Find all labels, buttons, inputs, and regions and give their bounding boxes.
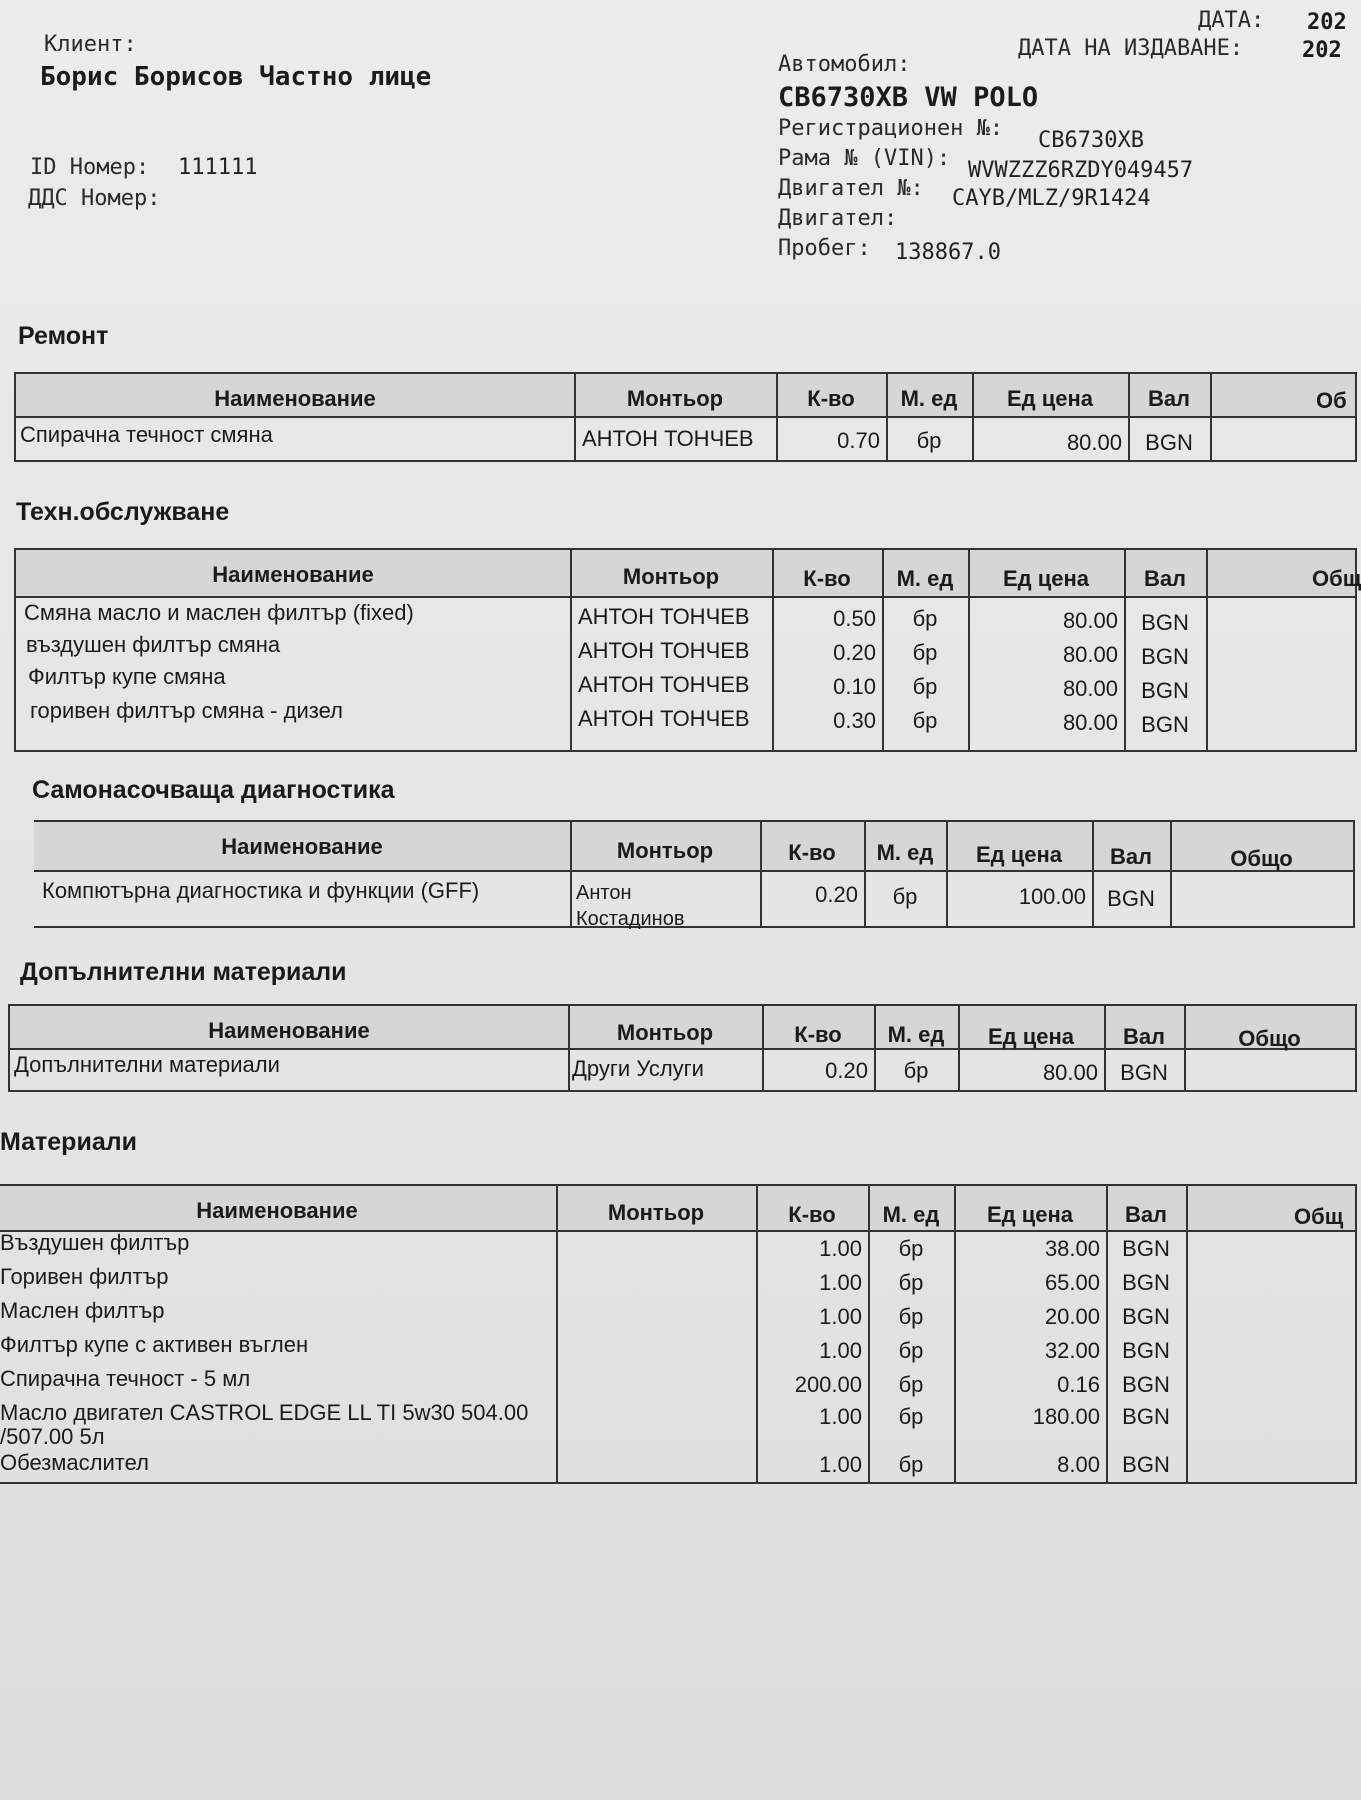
header-unit: М. ед: [900, 386, 958, 411]
item-price: 80.00: [1066, 430, 1122, 455]
header-qty: К-во: [794, 1022, 842, 1047]
item-unit: бр: [892, 884, 918, 909]
item-name: Масло двигател CASTROL EDGE LL TI 5w30 504.00: [0, 1400, 529, 1425]
item-price: 80.00: [1062, 642, 1118, 667]
item-currency: BGN: [1122, 1404, 1170, 1429]
engine-no-label: Двигател №:: [778, 176, 924, 201]
item-name: Въздушен филтър: [0, 1230, 190, 1255]
header-name: Наименование: [214, 386, 376, 411]
item-name: Смяна масло и маслен филтър (fixed): [24, 600, 414, 625]
item-price: 80.00: [1042, 1060, 1098, 1085]
item-currency: BGN: [1122, 1452, 1170, 1477]
item-name-continued: /507.00 5л: [0, 1424, 105, 1449]
header-total: Об: [1316, 388, 1347, 413]
item-mechanic: АНТОН ТОНЧЕВ: [578, 672, 750, 697]
item-currency: BGN: [1122, 1304, 1170, 1329]
item-unit: бр: [916, 428, 942, 453]
item-qty: 0.20: [825, 1058, 868, 1083]
header-qty: К-во: [803, 566, 851, 591]
materials-title: Материали: [0, 1128, 137, 1156]
item-currency: BGN: [1145, 430, 1193, 455]
diagnostics-table: [34, 820, 1355, 928]
mileage-value: 138867.0: [895, 240, 1001, 265]
mileage-label: Пробег:: [778, 236, 871, 261]
header-unit: М. ед: [896, 566, 954, 591]
item-price: 65.00: [1044, 1270, 1100, 1295]
item-unit: бр: [903, 1058, 929, 1083]
item-name: Горивен филтър: [0, 1264, 169, 1289]
item-currency: BGN: [1141, 610, 1189, 635]
item-unit: бр: [912, 606, 938, 631]
item-unit: бр: [898, 1404, 924, 1429]
vehicle-label: Автомобил:: [778, 52, 911, 77]
item-mechanic: Други Услуги: [572, 1056, 704, 1081]
item-unit: бр: [898, 1236, 924, 1261]
item-qty: 1.00: [819, 1270, 862, 1295]
item-mechanic: АНТОН ТОНЧЕВ: [582, 426, 754, 451]
item-name: Спирачна течност смяна: [20, 422, 273, 447]
materials-table: [0, 1184, 1357, 1484]
item-price: 0.16: [1057, 1372, 1100, 1397]
vin-label: Рама № (VIN):: [778, 146, 951, 171]
item-mechanic: АНТОН ТОНЧЕВ: [578, 706, 750, 731]
date-value: 202: [1307, 10, 1347, 35]
item-price: 80.00: [1062, 608, 1118, 633]
vin-value: WVWZZZ6RZDY049457: [968, 158, 1194, 183]
item-mechanic: АНТОН ТОНЧЕВ: [578, 638, 750, 663]
item-name: горивен филтър смяна - дизел: [30, 698, 343, 723]
item-qty: 1.00: [819, 1304, 862, 1329]
item-qty: 0.10: [833, 674, 876, 699]
item-name: Маслен филтър: [0, 1298, 165, 1323]
header-price: Ед цена: [1006, 386, 1094, 411]
header-currency: Вал: [1147, 386, 1191, 411]
header-unit: М. ед: [887, 1022, 945, 1047]
client-label: Клиент:: [44, 32, 137, 57]
client-name: Борис Борисов Частно лице: [40, 62, 432, 92]
item-qty: 0.20: [815, 882, 858, 907]
header-qty: К-во: [807, 386, 855, 411]
item-unit: бр: [912, 640, 938, 665]
item-currency: BGN: [1141, 644, 1189, 669]
header-currency: Вал: [1124, 1202, 1168, 1227]
header-mechanic: Монтьор: [607, 1200, 705, 1225]
item-qty: 200.00: [794, 1372, 862, 1397]
header-mechanic: Монтьор: [622, 564, 720, 589]
item-price: 80.00: [1062, 676, 1118, 701]
reg-label: Регистрационен №:: [778, 116, 1004, 141]
header-name: Наименование: [208, 1018, 370, 1043]
item-price: 180.00: [1032, 1404, 1100, 1429]
header-mechanic: Монтьор: [616, 1020, 714, 1045]
header-mechanic: Монтьор: [626, 386, 724, 411]
item-currency: BGN: [1120, 1060, 1168, 1085]
item-name: Компютърна диагностика и функции (GFF): [42, 878, 480, 903]
item-price: 32.00: [1044, 1338, 1100, 1363]
engine-no-value: CAYB/MLZ/9R1424: [952, 186, 1151, 211]
item-price: 80.00: [1062, 710, 1118, 735]
header-currency: Вал: [1143, 566, 1187, 591]
item-qty: 1.00: [819, 1236, 862, 1261]
item-unit: бр: [898, 1338, 924, 1363]
item-qty: 0.20: [833, 640, 876, 665]
item-mechanic: АНТОН ТОНЧЕВ: [578, 604, 750, 629]
engine-label: Двигател:: [778, 206, 898, 231]
item-price: 100.00: [1018, 884, 1086, 909]
header-price: Ед цена: [1002, 566, 1090, 591]
item-price: 20.00: [1044, 1304, 1100, 1329]
item-qty: 1.00: [819, 1404, 862, 1429]
service-table: [14, 548, 1361, 752]
header-total: Общ: [1294, 1204, 1344, 1229]
header-currency: Вал: [1109, 844, 1153, 869]
item-currency: BGN: [1141, 712, 1189, 737]
header-name: Наименование: [212, 562, 374, 587]
item-unit: бр: [912, 708, 938, 733]
header-mechanic: Монтьор: [616, 838, 714, 863]
item-currency: BGN: [1122, 1338, 1170, 1363]
issue-date-value: 202: [1302, 38, 1342, 63]
diagnostics-title: Самонасочваща диагностика: [32, 776, 395, 804]
header-price: Ед цена: [987, 1024, 1075, 1049]
item-qty: 0.30: [833, 708, 876, 733]
vehicle-title: CB6730XB VW POLO: [778, 82, 1039, 113]
item-unit: бр: [912, 674, 938, 699]
item-price: 38.00: [1044, 1236, 1100, 1261]
header-price: Ед цена: [975, 842, 1063, 867]
header-qty: К-во: [788, 840, 836, 865]
header-name: Наименование: [196, 1198, 358, 1223]
item-currency: BGN: [1141, 678, 1189, 703]
repair-table: [14, 372, 1357, 462]
date-label: ДАТА:: [1198, 8, 1265, 33]
header-total: Общо: [1230, 846, 1293, 871]
item-name: Спирачна течност - 5 мл: [0, 1366, 251, 1391]
item-unit: бр: [898, 1372, 924, 1397]
item-name: Филтър купе с активен въглен: [0, 1332, 309, 1357]
extra-table: [8, 1004, 1357, 1092]
item-mechanic: Антон: [576, 882, 632, 904]
reg-value: CB6730XB: [1038, 128, 1144, 153]
service-title: Техн.обслужване: [16, 498, 230, 526]
vat-label: ДДС Номер:: [28, 186, 161, 211]
item-currency: BGN: [1122, 1372, 1170, 1397]
issue-date-label: ДАТА НА ИЗДАВАНЕ:: [1018, 36, 1244, 61]
item-price: 8.00: [1057, 1452, 1100, 1477]
item-name: Филтър купе смяна: [28, 664, 226, 689]
header-total: Общ: [1312, 566, 1361, 591]
id-value: 111111: [178, 155, 258, 180]
item-unit: бр: [898, 1304, 924, 1329]
item-currency: BGN: [1107, 886, 1155, 911]
id-label: ID Номер:: [30, 155, 150, 180]
item-qty: 0.70: [837, 428, 880, 453]
header-price: Ед цена: [986, 1202, 1074, 1227]
item-name: Обезмаслител: [0, 1450, 149, 1475]
header-total: Общо: [1238, 1026, 1301, 1051]
item-qty: 1.00: [819, 1338, 862, 1363]
item-currency: BGN: [1122, 1270, 1170, 1295]
repair-title: Ремонт: [18, 322, 109, 350]
item-qty: 1.00: [819, 1452, 862, 1477]
header-unit: М. ед: [876, 840, 934, 865]
header-unit: М. ед: [882, 1202, 940, 1227]
item-name: въздушен филтър смяна: [26, 632, 281, 657]
item-name: Допълнителни материали: [14, 1052, 280, 1077]
item-mechanic-surname: Костадинов: [576, 908, 685, 930]
item-qty: 0.50: [833, 606, 876, 631]
header-currency: Вал: [1122, 1024, 1166, 1049]
header-qty: К-во: [788, 1202, 836, 1227]
item-unit: бр: [898, 1270, 924, 1295]
item-currency: BGN: [1122, 1236, 1170, 1261]
extra-title: Допълнителни материали: [20, 958, 347, 986]
item-unit: бр: [898, 1452, 924, 1477]
header-name: Наименование: [221, 834, 383, 859]
